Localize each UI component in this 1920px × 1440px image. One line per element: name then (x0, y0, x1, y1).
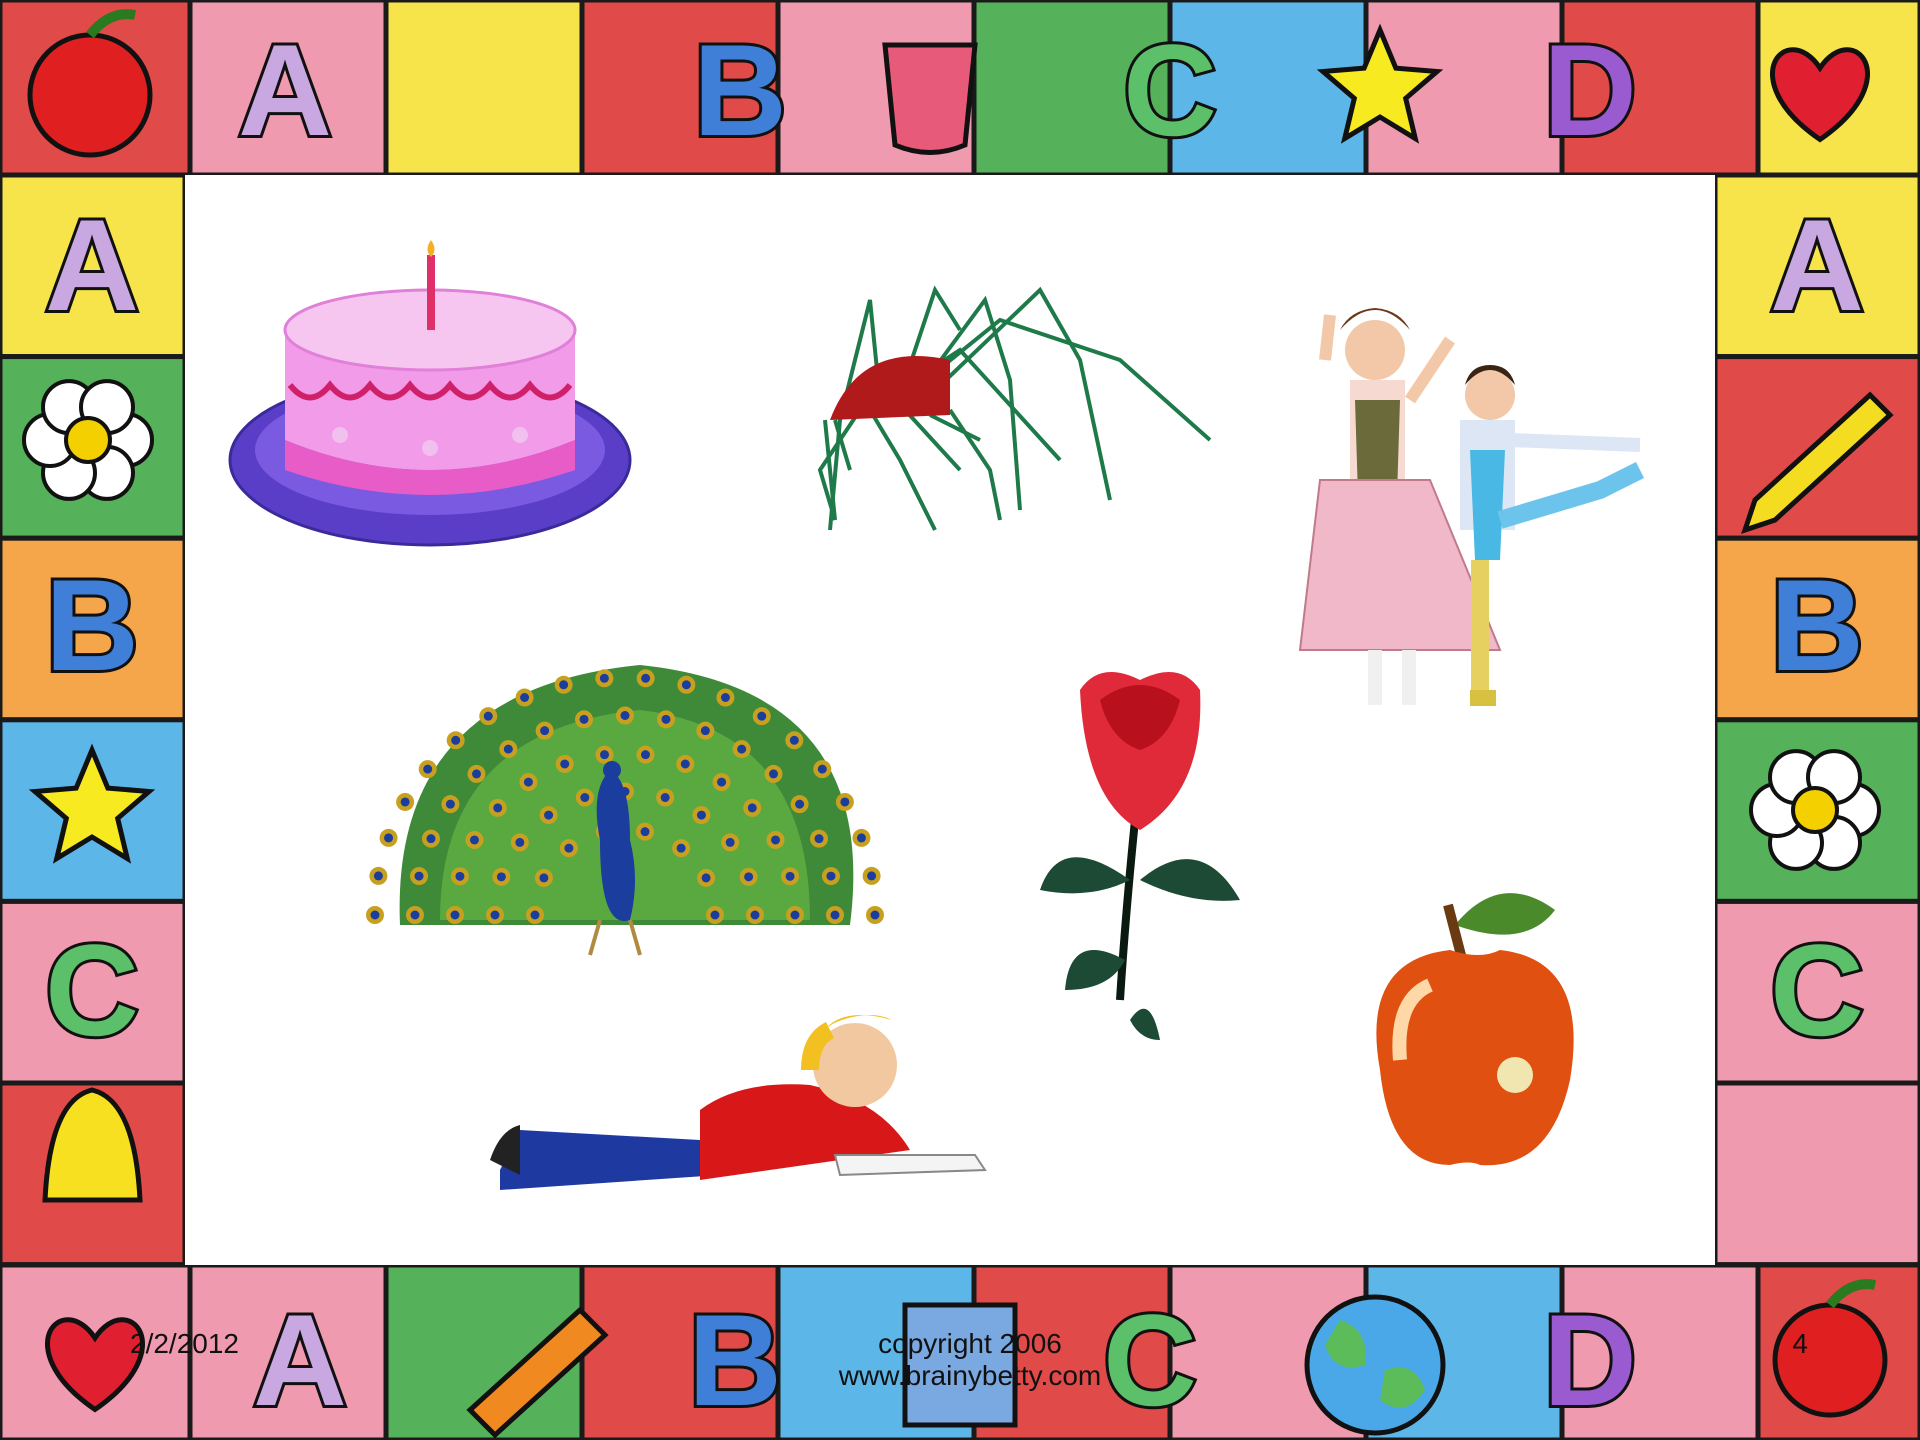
apple-border-icon (30, 35, 150, 155)
peacock-eyespot-center (867, 871, 876, 880)
cup-icon (885, 45, 975, 153)
peacock-eyespot-center (600, 674, 609, 683)
peacock-eyespot-center (621, 711, 630, 720)
copyright-notice (690, 1328, 1250, 1392)
peacock-eyespot-center (415, 872, 424, 881)
peacock-eyespot-center (815, 834, 824, 843)
globe-icon (1307, 1297, 1443, 1433)
peacock-eyespot-center (560, 759, 569, 768)
peacock-eyespot-center (711, 911, 720, 920)
peacock-eyespot-center (540, 726, 549, 735)
peacock-eyespot-center (751, 911, 760, 920)
peacock-eyespot-center (717, 778, 726, 787)
peacock-eyespot-center (857, 833, 866, 842)
peacock-eyespot-center (641, 674, 650, 683)
border-letter-b: B (1770, 552, 1864, 698)
peacock-eyespot-center (472, 769, 481, 778)
slide-date: 2/2/2012 (130, 1328, 239, 1359)
peacock-eyespot-center (539, 873, 548, 882)
border-letter-a: A (1770, 192, 1864, 338)
border-letter-c: C (1123, 17, 1217, 163)
peacock-eyespot-center (401, 797, 410, 806)
peacock-eyespot-center (641, 827, 650, 836)
peacock-eyespot-center (493, 803, 502, 812)
peacock-eyespot-center (697, 811, 706, 820)
peacock-eyespot-center (721, 693, 730, 702)
peacock-eyespot-center (531, 911, 540, 920)
flower-icon (1751, 751, 1879, 869)
border-letter-d: D (1543, 1287, 1637, 1433)
website-line: www.brainybetty.com (838, 1360, 1102, 1391)
border-letter-c: C (45, 917, 139, 1063)
peacock-eyespot-center (786, 872, 795, 881)
peacock-eyespot-center (737, 745, 746, 754)
peacock-eyespot-center (744, 872, 753, 881)
peacock-eyespot-center (840, 797, 849, 806)
border-letter-b: B (688, 1287, 782, 1433)
peacock-eyespot-center (831, 911, 840, 920)
border-letter-c: C (1103, 1287, 1197, 1433)
peacock-eyespot-center (524, 778, 533, 787)
peacock-eyespot-center (757, 712, 766, 721)
peacock-eyespot-center (726, 838, 735, 847)
border-letter-d: D (1543, 17, 1637, 163)
apple-border-icon (1775, 1305, 1885, 1415)
peacock-eyespot-center (677, 844, 686, 853)
peacock-eyespot-center (426, 834, 435, 843)
peacock-eyespot-center (580, 793, 589, 802)
peacock-eyespot-center (446, 800, 455, 809)
peacock-eyespot-center (681, 759, 690, 768)
peacock-eyespot-center (484, 712, 493, 721)
peacock-eyespot-center (661, 793, 670, 802)
peacock-eyespot-center (771, 835, 780, 844)
border-letter-b: B (693, 17, 787, 163)
peacock-eyespot-center (371, 911, 380, 920)
peacock-eyespot-center (701, 726, 710, 735)
flower-icon (24, 381, 152, 499)
peacock-eyespot-center (795, 800, 804, 809)
peacock-eyespot-center (641, 750, 650, 759)
peacock-eyespot-center (871, 911, 880, 920)
peacock-eyespot-center (455, 872, 464, 881)
copyright-line: copyright 2006 (878, 1328, 1062, 1359)
peacock-eyespot-center (791, 911, 800, 920)
peacock-eyespot-center (451, 736, 460, 745)
peacock-eyespot-center (826, 872, 835, 881)
peacock-eyespot-center (497, 872, 506, 881)
peacock-eyespot-center (748, 803, 757, 812)
peacock-eyespot-center (564, 844, 573, 853)
slide-number: 4 (1792, 1328, 1808, 1359)
peacock-eyespot-center (491, 911, 500, 920)
border-tile (1715, 1083, 1920, 1265)
border-letter-a: A (253, 1287, 347, 1433)
peacock-eyespot-center (790, 736, 799, 745)
peacock-eyespot-center (411, 911, 420, 920)
border-letter-c: C (1770, 917, 1864, 1063)
peacock-eyespot-center (818, 765, 827, 774)
border-letter-b: B (45, 552, 139, 698)
peacock-eyespot-center (504, 745, 513, 754)
peacock-eyespot-center (544, 811, 553, 820)
peacock-eyespot-center (661, 715, 670, 724)
peacock-eyespot-center (451, 911, 460, 920)
peacock-eyespot-center (580, 715, 589, 724)
peacock-eyespot-center (374, 871, 383, 880)
peacock-eyespot-center (600, 750, 609, 759)
peacock-eyespot-center (520, 693, 529, 702)
border-letter-a: A (45, 192, 139, 338)
peacock-eyespot-center (384, 833, 393, 842)
peacock-eyespot-center (702, 873, 711, 882)
peacock-eyespot-center (423, 765, 432, 774)
border-letter-a: A (238, 17, 332, 163)
peacock-eyespot-center (515, 838, 524, 847)
peacock-eyespot-center (470, 835, 479, 844)
border-tile (386, 0, 582, 175)
peacock-eyespot-center (682, 680, 691, 689)
peacock-eyespot-center (769, 769, 778, 778)
peacock-eyespot-center (559, 680, 568, 689)
